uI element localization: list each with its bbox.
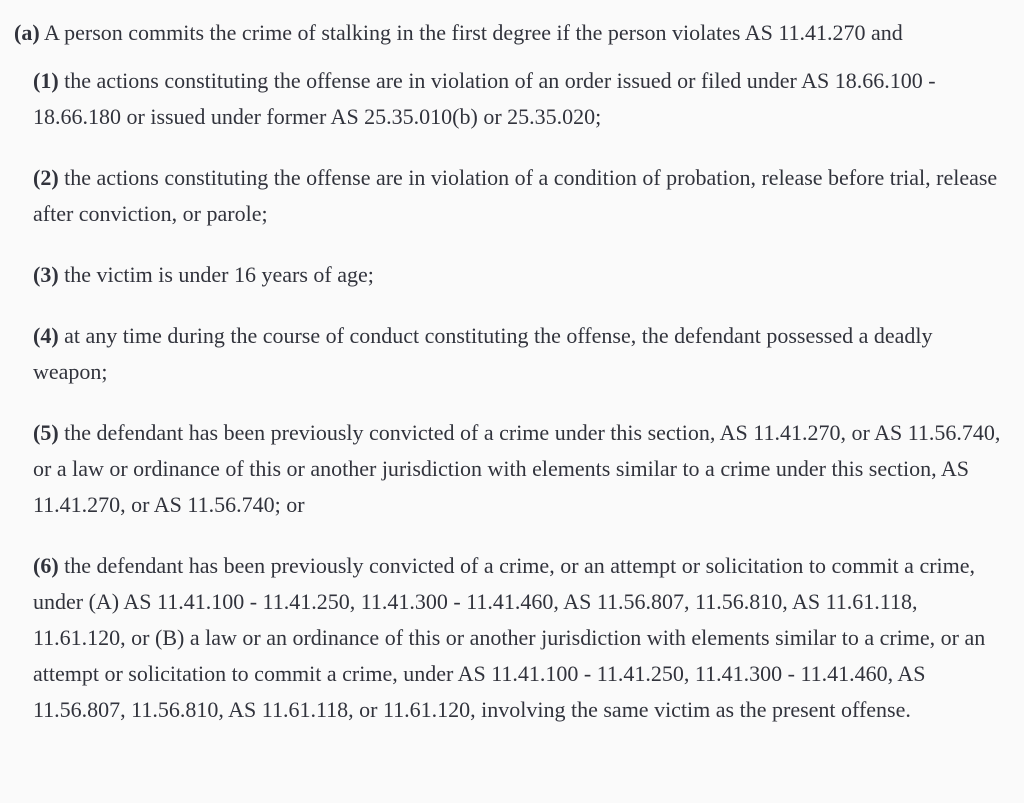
statute-paragraph-2 (14, 160, 1008, 232)
subsection-marker: (a) (14, 20, 40, 45)
subsection-marker: (1) (33, 68, 59, 93)
subsection-marker: (6) (33, 553, 59, 578)
subsection-text: A person commits the crime of stalking in the first degree if the person violates AS 11.41.270 and (43, 20, 903, 45)
statute-paragraph-5 (14, 415, 1008, 523)
subsection-text: the defendant has been previously convicted of a crime, or an attempt or solicitation to commit a crime, under (A) AS 11.41.100 - 11.41.250, 11.41.300 - 11.41.460, AS 11.56.807, 11.56.810, AS 11.61.118, 11.61.120, or (B) a law or an ordinance of this or another jurisdiction with elements similar to a crime, or an attempt or solicitation to commit a crime, under AS 11.41.100 - 11.41.250, 11.41.300 - 11.41.460, AS 11.56.807, 11.56.810, AS 11.61.118, or 11.61.120, involving the same victim as the present offense. (33, 553, 986, 722)
subsection-marker: (3) (33, 262, 59, 287)
subsection-text: at any time during the course of conduct constituting the offense, the defendant possessed a deadly weapon; (33, 323, 933, 384)
subsection-marker: (4) (33, 323, 59, 348)
subsection-marker: (2) (33, 165, 59, 190)
subsection-text: the actions constituting the offense are in violation of an order issued or filed under AS 18.66.100 - 18.66.180 or issued under former AS 25.35.010(b) or 25.35.020; (33, 68, 936, 129)
statute-paragraph-1 (14, 63, 1008, 135)
statute-paragraph-6 (14, 548, 1008, 728)
subsection-marker: (5) (33, 420, 59, 445)
statute-paragraph-3 (14, 257, 1008, 293)
subsection-text: the actions constituting the offense are in violation of a condition of probation, release before trial, release after conviction, or parole; (33, 165, 998, 226)
statute-paragraph-4 (14, 318, 1008, 390)
subsection-text: the victim is under 16 years of age; (64, 262, 374, 287)
subsection-text: the defendant has been previously convicted of a crime under this section, AS 11.41.270, or AS 11.56.740, or a law or ordinance of this or another jurisdiction with elements similar to a crime under this section, AS 11.41.270, or AS 11.56.740; or (33, 420, 1001, 517)
statute-paragraph-a (14, 15, 1008, 51)
